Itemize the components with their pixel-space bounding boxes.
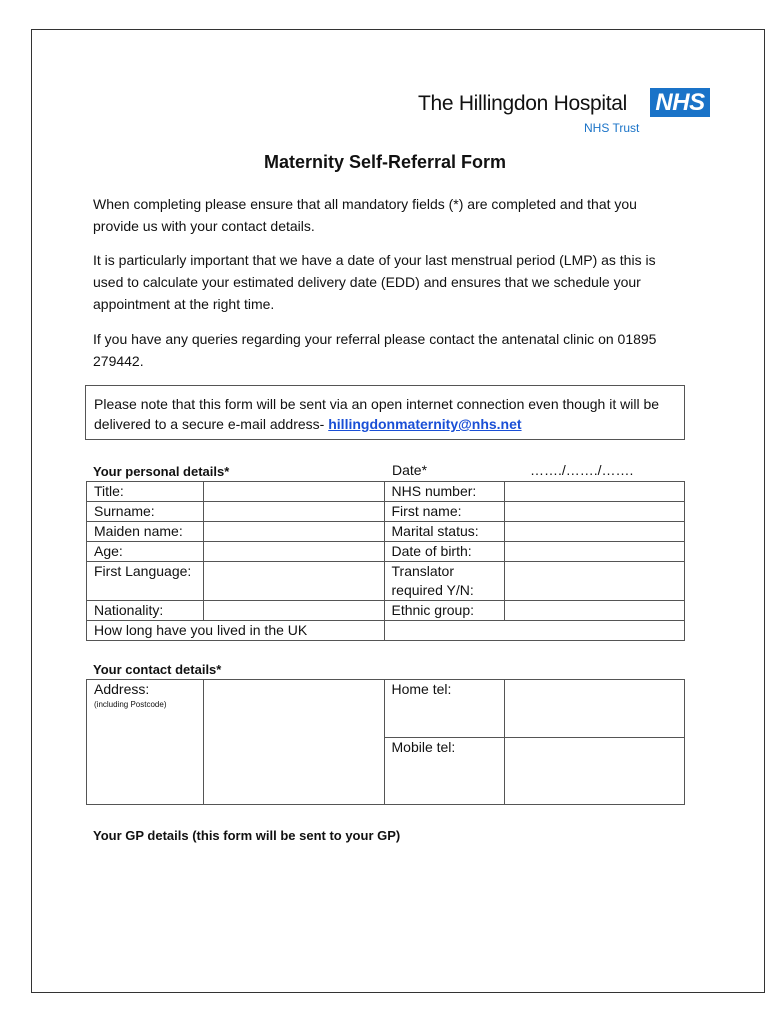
contact-details-heading: Your contact details* <box>93 662 222 677</box>
trust-name: NHS Trust <box>584 121 640 135</box>
queries-paragraph: If you have any queries regarding your referral please contact the antenatal clinic on 01895 279442. <box>93 331 657 369</box>
first-language-input[interactable] <box>203 562 384 601</box>
lmp-paragraph: It is particularly important that we have a date of your last menstrual period (LMP) as this is used to calculate your estimated delivery date (EDD) and ensures that we schedule your appointment at the right time. <box>93 252 656 312</box>
hospital-header <box>418 88 718 138</box>
personal-details-heading: Your personal details* <box>93 464 230 479</box>
notice-box <box>85 385 685 440</box>
table-row <box>87 621 685 641</box>
cell-label: How long have you lived in the UK <box>87 621 385 641</box>
cell-label: Nationality: <box>87 601 204 621</box>
cell-label: Age: <box>87 542 204 562</box>
translator-input[interactable] <box>505 562 685 601</box>
maiden-name-input[interactable] <box>203 522 384 542</box>
nhs-logo: NHS <box>650 88 710 117</box>
surname-input[interactable] <box>203 502 384 522</box>
home-tel-input[interactable] <box>505 680 685 738</box>
table-row <box>87 482 685 502</box>
cell-label: Translator required Y/N: <box>384 562 505 601</box>
table-row <box>87 522 685 542</box>
nationality-input[interactable] <box>203 601 384 621</box>
intro-paragraph: When completing please ensure that all mandatory fields (*) are completed and that you provide us with your contact details. <box>93 196 637 234</box>
table-row <box>87 601 685 621</box>
table-row <box>87 502 685 522</box>
uk-residence-input[interactable] <box>384 621 685 641</box>
cell-label: Date of birth: <box>384 542 505 562</box>
address-note: (including Postcode) <box>94 700 167 709</box>
date-label: Date* <box>392 462 428 478</box>
date-of-birth-input[interactable] <box>505 542 685 562</box>
cell-label: Maiden name: <box>87 522 204 542</box>
mobile-tel-input[interactable] <box>505 738 685 805</box>
nhs-number-input[interactable] <box>505 482 685 502</box>
cell-label: Home tel: <box>384 680 505 738</box>
address-input[interactable] <box>203 680 384 805</box>
cell-label: First name: <box>384 502 505 522</box>
address-label: Address: <box>94 681 150 697</box>
table-row <box>87 680 685 738</box>
address-label-cell <box>87 680 204 805</box>
notice-text: Please note that this form will be sent via an open internet connection even though it will be delivered to a secure e-mail address- <box>94 396 660 432</box>
cell-label: First Language: <box>87 562 204 601</box>
cell-label: Surname: <box>87 502 204 522</box>
table-row <box>87 562 685 601</box>
email-link[interactable]: hillingdonmaternity@nhs.net <box>328 416 522 432</box>
marital-status-input[interactable] <box>505 522 685 542</box>
cell-label: Title: <box>87 482 204 502</box>
age-input[interactable] <box>203 542 384 562</box>
cell-label: NHS number: <box>384 482 505 502</box>
first-name-input[interactable] <box>505 502 685 522</box>
contact-details-table <box>86 679 685 805</box>
personal-details-table <box>86 481 685 641</box>
form-title: Maternity Self-Referral Form <box>263 152 507 172</box>
cell-label: Marital status: <box>384 522 505 542</box>
gp-details-heading: Your GP details (this form will be sent to your GP) <box>93 828 401 843</box>
ethnic-group-input[interactable] <box>505 601 685 621</box>
date-field[interactable]: ……./……./……. <box>530 462 634 478</box>
hospital-name: The Hillingdon Hospital <box>418 92 628 115</box>
cell-label: Ethnic group: <box>384 601 505 621</box>
title-input[interactable] <box>203 482 384 502</box>
table-row <box>87 542 685 562</box>
cell-label: Mobile tel: <box>384 738 505 805</box>
